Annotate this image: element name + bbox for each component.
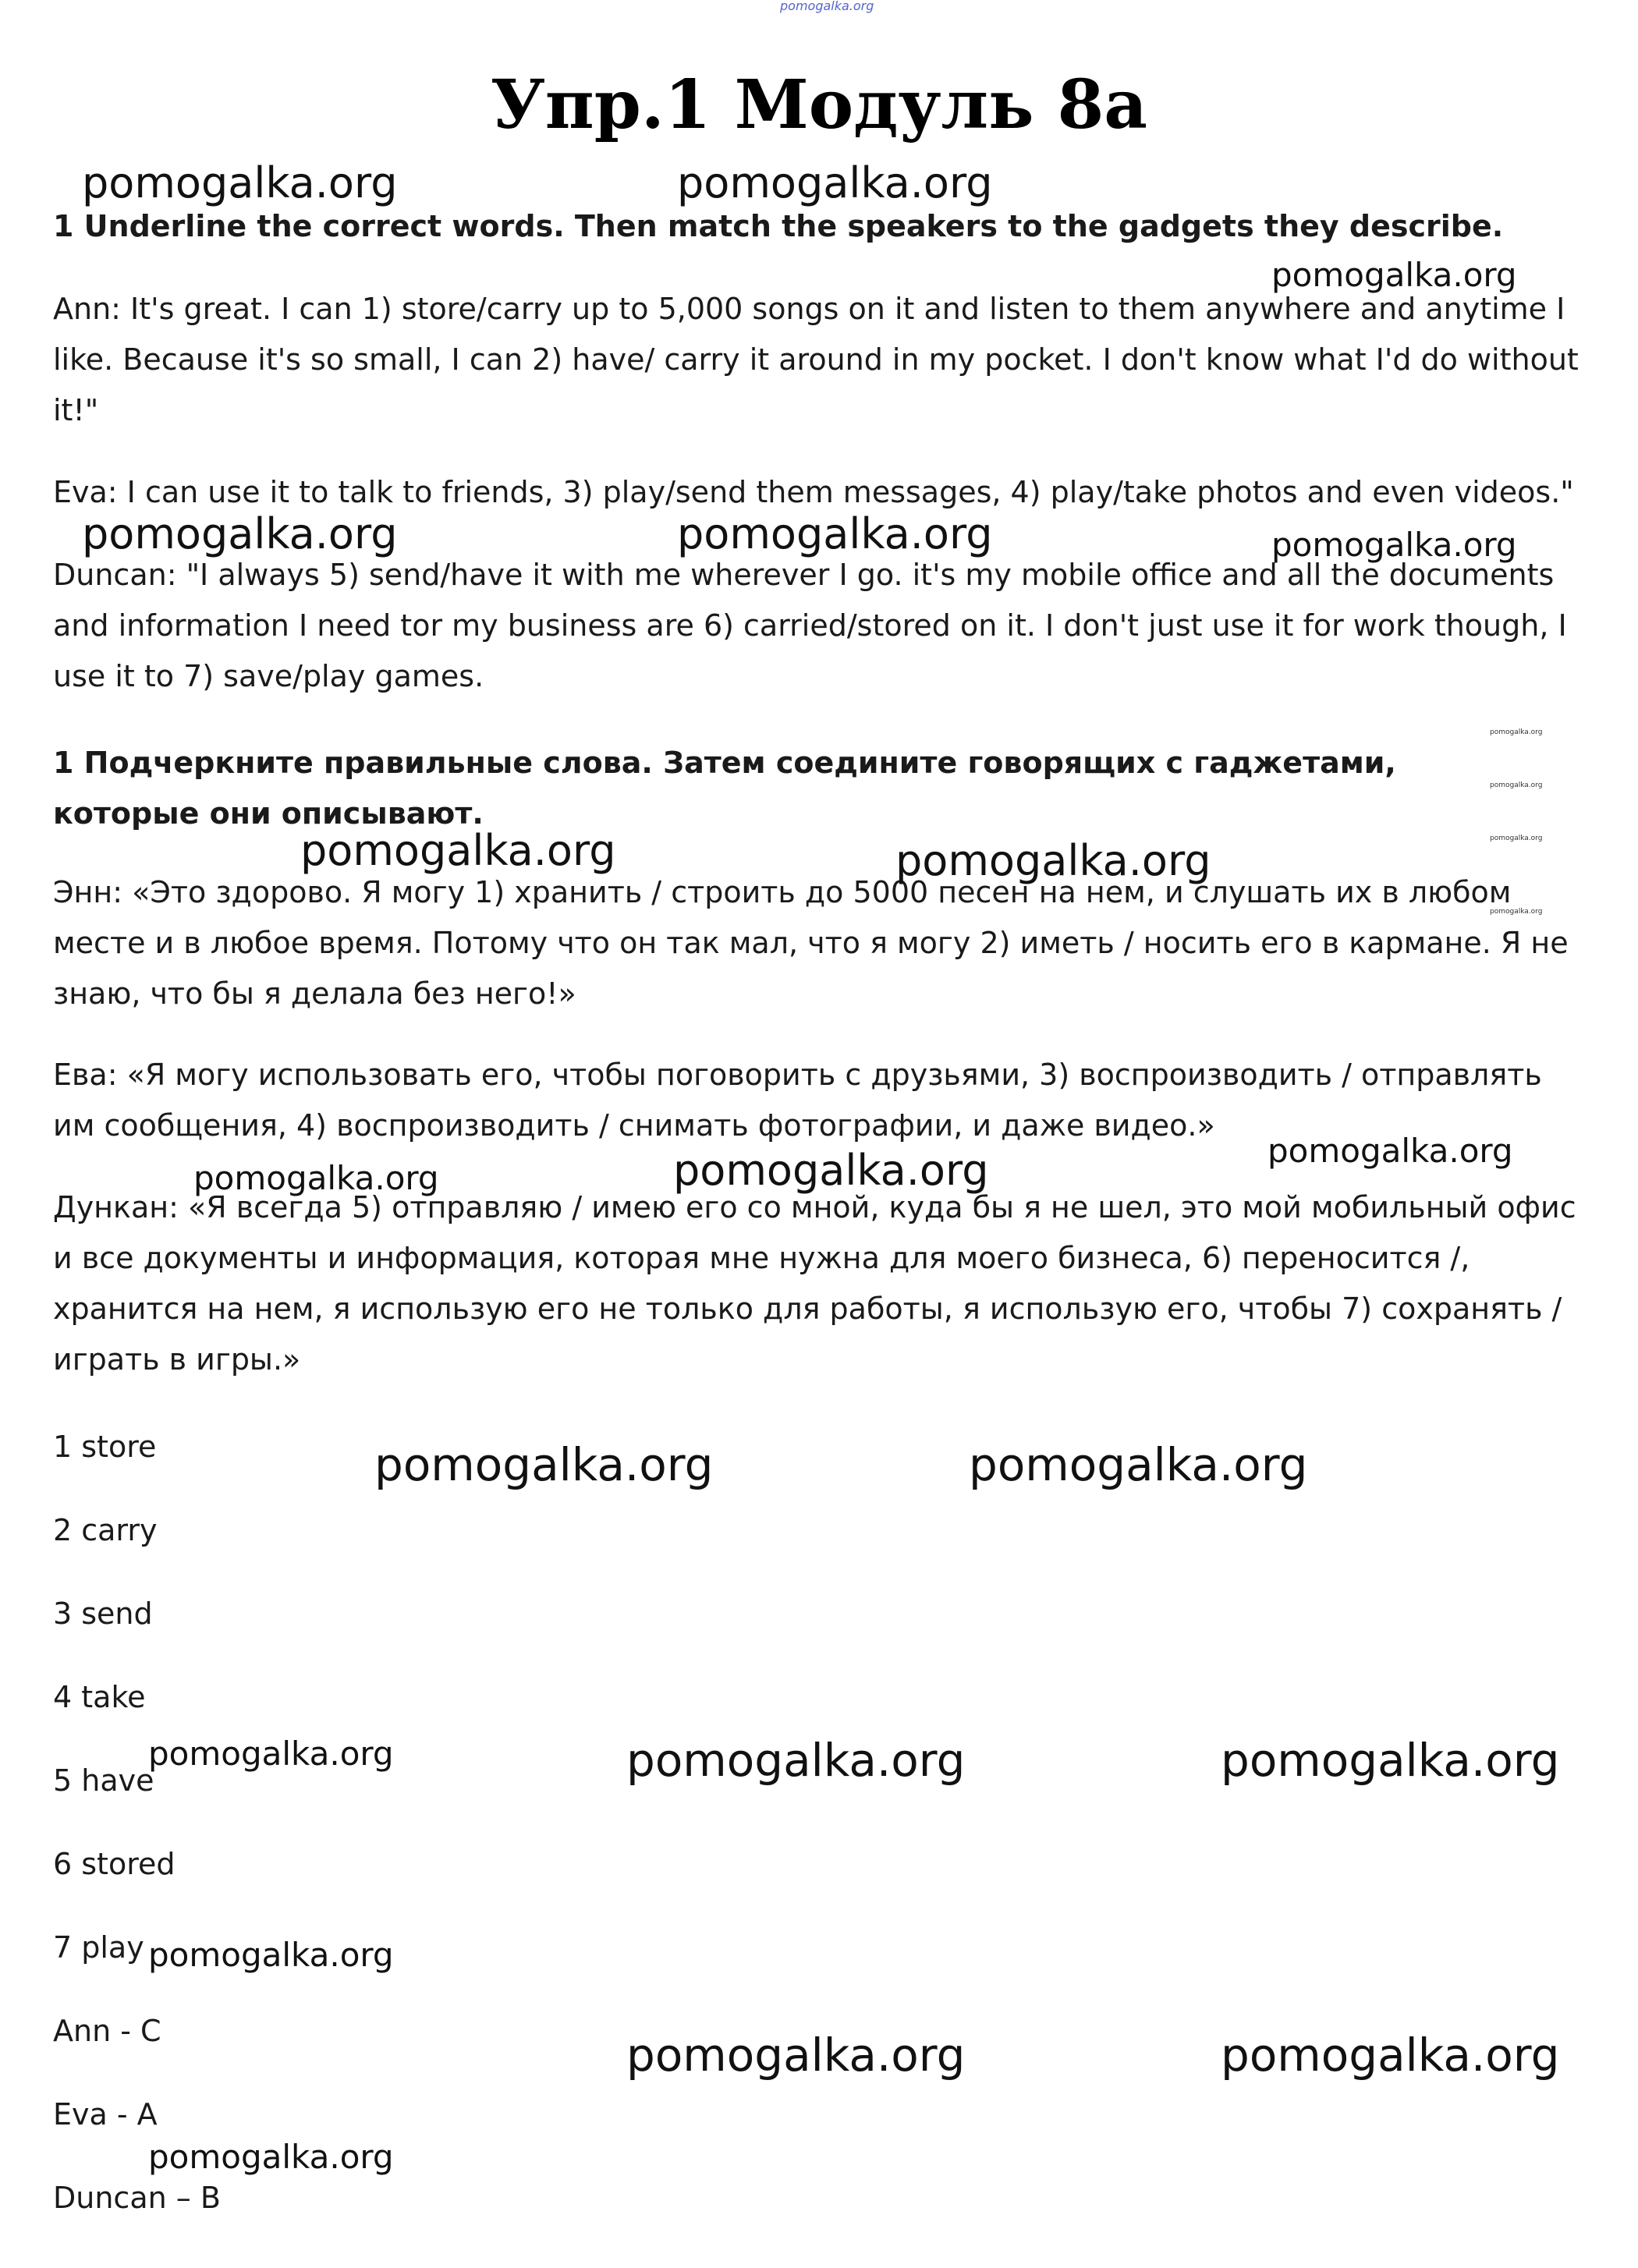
watermark: pomogalka.org [82, 509, 398, 558]
watermark: pomogalka.org [1490, 908, 1543, 916]
answer-item: 2 carry [53, 1513, 158, 1547]
watermark: pomogalka.org [895, 836, 1211, 885]
english-ann-paragraph: Ann: It's great. I can 1) store/carry up to 5,000 songs on it and listen to them anywhere and anytime I like. Because it's so small, I can 2) have/ carry it around in my pocket. I don't know what I'd do without it!" [53, 292, 1579, 427]
watermark: pomogalka.org [677, 509, 993, 558]
watermark: pomogalka.org [626, 2029, 966, 2082]
english-task-heading: 1 Underline the correct words. Then match the speakers to the gadgets they describe. [53, 209, 1504, 243]
watermark: pomogalka.org [1490, 728, 1543, 736]
page-title: Упр.1 Модуль 8а [490, 66, 1148, 144]
watermark: pomogalka.org [148, 2138, 394, 2176]
russian-ann-paragraph: Энн: «Это здорово. Я могу 1) хранить / строить до 5000 песен на нем, и слушать их в любом месте и в любое время. Потому что он так мал, что я могу 2) иметь / носить его в кармане. Я не знаю, что бы я делала без него!» [53, 875, 1569, 1011]
watermark: pomogalka.org [148, 1936, 394, 1974]
watermark: pomogalka.org [677, 158, 993, 207]
watermark: pomogalka.org [1221, 2029, 1560, 2082]
top-watermark: pomogalka.org [780, 0, 874, 13]
answer-item: 7 play [53, 1930, 144, 1965]
answer-item: 6 stored [53, 1847, 176, 1881]
answer-item: 5 have [53, 1763, 154, 1798]
watermark: pomogalka.org [82, 158, 398, 207]
answer-item: 4 take [53, 1680, 146, 1714]
answer-item: Eva - A [53, 2097, 158, 2132]
watermark: pomogalka.org [300, 826, 616, 875]
watermark: pomogalka.org [1268, 1132, 1513, 1170]
watermark: pomogalka.org [193, 1159, 439, 1197]
watermark: pomogalka.org [1490, 781, 1543, 789]
watermark: pomogalka.org [1490, 835, 1543, 842]
russian-task-heading: 1 Подчеркните правильные слова. Затем соедините говорящих с гаджетами, которые они описывают. [53, 746, 1396, 831]
watermark: pomogalka.org [374, 1438, 714, 1491]
english-duncan-paragraph: Duncan: "I always 5) send/have it with me wherever I go. it's my mobile office and all the documents and information I need tor my business are 6) carried/stored on it. I don't just use it for work though, I use it to 7) save/play games. [53, 558, 1567, 693]
watermark: pomogalka.org [1221, 1734, 1560, 1787]
watermark: pomogalka.org [1271, 256, 1517, 294]
russian-duncan-paragraph: Дункан: «Я всегда 5) отправляю / имею его со мной, куда бы я не шел, это мой мобильный офис и все документы и информация, которая мне нужна для моего бизнеса, 6) переносится /, хранится на нем, я использую его не только для работы, я использую его, чтобы 7) сохранять / играть в игры.» [53, 1190, 1576, 1377]
russian-eva-paragraph: Ева: «Я могу использовать его, чтобы поговорить с друзьями, 3) воспроизводить / отправлять им сообщения, 4) воспроизводить / снимать фотографии, и даже видео.» [53, 1058, 1542, 1143]
watermark: pomogalka.org [1271, 526, 1517, 564]
answer-item: Ann - C [53, 2014, 161, 2048]
watermark: pomogalka.org [148, 1735, 394, 1773]
watermark: pomogalka.org [673, 1146, 989, 1195]
answer-item: 1 store [53, 1430, 157, 1464]
english-eva-paragraph: Eva: I can use it to talk to friends, 3) play/send them messages, 4) play/take photos and even videos." [53, 475, 1574, 509]
answer-item: Duncan – B [53, 2181, 221, 2215]
answer-item: 3 send [53, 1596, 153, 1631]
watermark: pomogalka.org [626, 1734, 966, 1787]
watermark: pomogalka.org [969, 1438, 1308, 1491]
